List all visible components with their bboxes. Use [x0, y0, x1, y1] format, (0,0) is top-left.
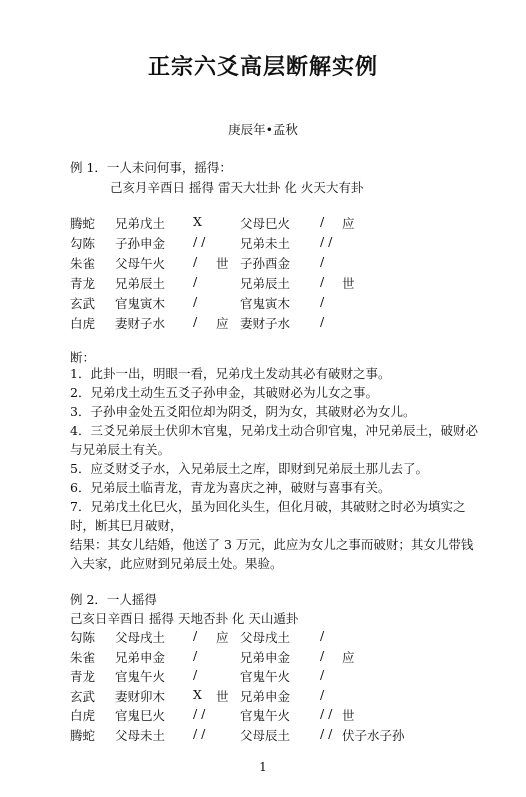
hexagram-spirit-cell: 青龙 [70, 669, 96, 684]
hexagram-mark-cell: / / [193, 725, 206, 741]
judgement-point: 2．兄弟戊土动生五爻子孙申金，其破财必为儿女之事。 [70, 385, 378, 400]
hexagram-spirit-cell: 腾蛇 [70, 216, 96, 231]
page-number: 1 [259, 760, 267, 774]
hexagram-changed-line-cell: 官鬼午火 [240, 708, 291, 723]
hexagram-spirit-cell: 玄武 [70, 296, 96, 311]
page-subtitle: 庚辰年•孟秋 [228, 122, 298, 137]
hexagram-changed-mark-cell: / [320, 274, 325, 289]
hexagram-note-cell: 伏子水子孙 [342, 727, 405, 743]
hexagram-changed-line-cell: 兄弟辰土 [240, 276, 291, 291]
example-1-date-line: 己亥月辛酉日 摇得 雷天大壮卦 化 火天大有卦 [110, 180, 364, 195]
hexagram-mark-cell: X [193, 214, 202, 229]
example-2-date-line: 己亥日辛酉日 摇得 天地否卦 化 天山遁卦 [70, 611, 299, 626]
hexagram-line-cell: 父母未土 [115, 727, 166, 743]
judgement-point: 7．兄弟戊土化巳火，虽为回化头生，但化月破，其破财之时必为填实之时，断其巳月破财， [70, 499, 466, 533]
hexagram-spirit-cell: 腾蛇 [70, 727, 96, 743]
hexagram-mark-cell: / [193, 254, 198, 269]
hexagram-line-cell: 子孙申金 [115, 236, 166, 251]
hexagram-changed-mark-cell: / [320, 214, 325, 229]
hexagram-changed-line-cell: 子孙酉金 [240, 256, 291, 271]
hexagram-changed-line-cell: 父母戌土 [240, 630, 291, 645]
judgement-point: 4．三爻兄弟辰土伏卯木官鬼，兄弟戊土动合卯官鬼，冲兄弟辰土，破财必与兄弟辰土有关。 [70, 423, 478, 457]
hexagram-line-cell: 父母戌土 [115, 630, 166, 645]
hexagram-line-cell: 妻财卯木 [115, 688, 166, 704]
hexagram-spirit-cell: 勾陈 [70, 236, 96, 251]
hexagram-position-cell: 世 [216, 688, 229, 704]
judgement-label: 断： [70, 350, 96, 365]
hexagram-spirit-cell: 朱雀 [70, 649, 96, 665]
hexagram-changed-mark-cell: / [320, 254, 325, 269]
hexagram-changed-mark-cell: / / [320, 234, 333, 249]
hexagram-changed-line-cell: 兄弟申金 [240, 688, 291, 704]
hexagram-changed-line-cell: 父母巳火 [240, 216, 291, 231]
judgement-point: 5．应爻财爻子水，入兄弟辰土之库，即财到兄弟辰土那儿去了。 [70, 461, 428, 476]
hexagram-changed-line-cell: 父母辰土 [240, 727, 291, 743]
hexagram-changed-line-cell: 兄弟未土 [240, 236, 291, 251]
hexagram-note-cell: 应 [342, 216, 355, 231]
hexagram-spirit-cell: 玄武 [70, 688, 96, 704]
hexagram-mark-cell: / [193, 314, 198, 329]
page-title: 正宗六爻高层断解实例 [147, 55, 378, 80]
hexagram-mark-cell: / [193, 274, 198, 289]
judgement-point: 3．子孙申金处五爻阳位却为阴爻，阴为女，其破财必为女儿。 [70, 404, 416, 419]
hexagram-changed-mark-cell: / / [320, 706, 333, 721]
hexagram-spirit-cell: 青龙 [70, 276, 96, 291]
hexagram-changed-mark-cell: / [320, 667, 325, 682]
hexagram-line-cell: 官鬼午火 [115, 669, 166, 684]
hexagram-line-cell: 父母午火 [115, 256, 166, 271]
hexagram-changed-mark-cell: / [320, 647, 325, 663]
hexagram-line-cell: 官鬼巳火 [115, 708, 166, 723]
hexagram-changed-line-cell: 官鬼寅木 [240, 296, 291, 311]
hexagram-line-cell: 兄弟申金 [115, 649, 166, 665]
hexagram-mark-cell: / [193, 647, 198, 663]
hexagram-changed-line-cell: 兄弟申金 [240, 649, 291, 665]
hexagram-mark-cell: / / [193, 234, 206, 249]
hexagram-spirit-cell: 勾陈 [70, 630, 96, 645]
hexagram-spirit-cell: 朱雀 [70, 256, 96, 271]
hexagram-spirit-cell: 白虎 [70, 708, 96, 723]
hexagram-mark-cell: / [193, 294, 198, 309]
hexagram-mark-cell: / / [193, 706, 206, 721]
hexagram-line-cell: 官鬼寅木 [115, 296, 166, 311]
example-2-header: 例 2．一人摇得 [70, 592, 157, 607]
hexagram-changed-line-cell: 妻财子水 [240, 316, 291, 331]
hexagram-mark-cell: / [193, 667, 198, 682]
hexagram-changed-mark-cell: / [320, 314, 325, 329]
hexagram-mark-cell: X [193, 686, 202, 702]
judgement-point: 6．兄弟辰土临青龙，青龙为喜庆之神，破财与喜事有关。 [70, 480, 391, 495]
hexagram-spirit-cell: 白虎 [70, 316, 96, 331]
hexagram-changed-line-cell: 官鬼午火 [240, 669, 291, 684]
hexagram-position-cell: 世 [216, 256, 229, 271]
hexagram-changed-mark-cell: / [320, 628, 325, 643]
hexagram-position-cell: 应 [216, 316, 229, 331]
hexagram-note-cell: 世 [342, 708, 355, 723]
hexagram-changed-mark-cell: / [320, 686, 325, 702]
hexagram-line-cell: 兄弟辰土 [115, 276, 166, 291]
hexagram-line-cell: 妻财子水 [115, 316, 166, 331]
hexagram-note-cell: 世 [342, 276, 355, 291]
hexagram-position-cell: 应 [216, 630, 229, 645]
hexagram-changed-mark-cell: / / [320, 725, 333, 741]
judgement-point: 1．此卦一出，明眼一看，兄弟戊土发动其必有破财之事。 [70, 366, 391, 381]
hexagram-note-cell: 应 [342, 649, 355, 665]
result-paragraph: 结果：其女儿结婚，他送了 3 万元，此应为女儿之事而破财；其女儿带钱入夫家，此应财到兄弟辰土处。果验。 [70, 537, 474, 571]
example-1-header: 例 1．一人未问何事，摇得： [70, 160, 232, 175]
hexagram-mark-cell: / [193, 628, 198, 643]
hexagram-line-cell: 兄弟戊土 [115, 216, 166, 231]
hexagram-changed-mark-cell: / [320, 294, 325, 309]
